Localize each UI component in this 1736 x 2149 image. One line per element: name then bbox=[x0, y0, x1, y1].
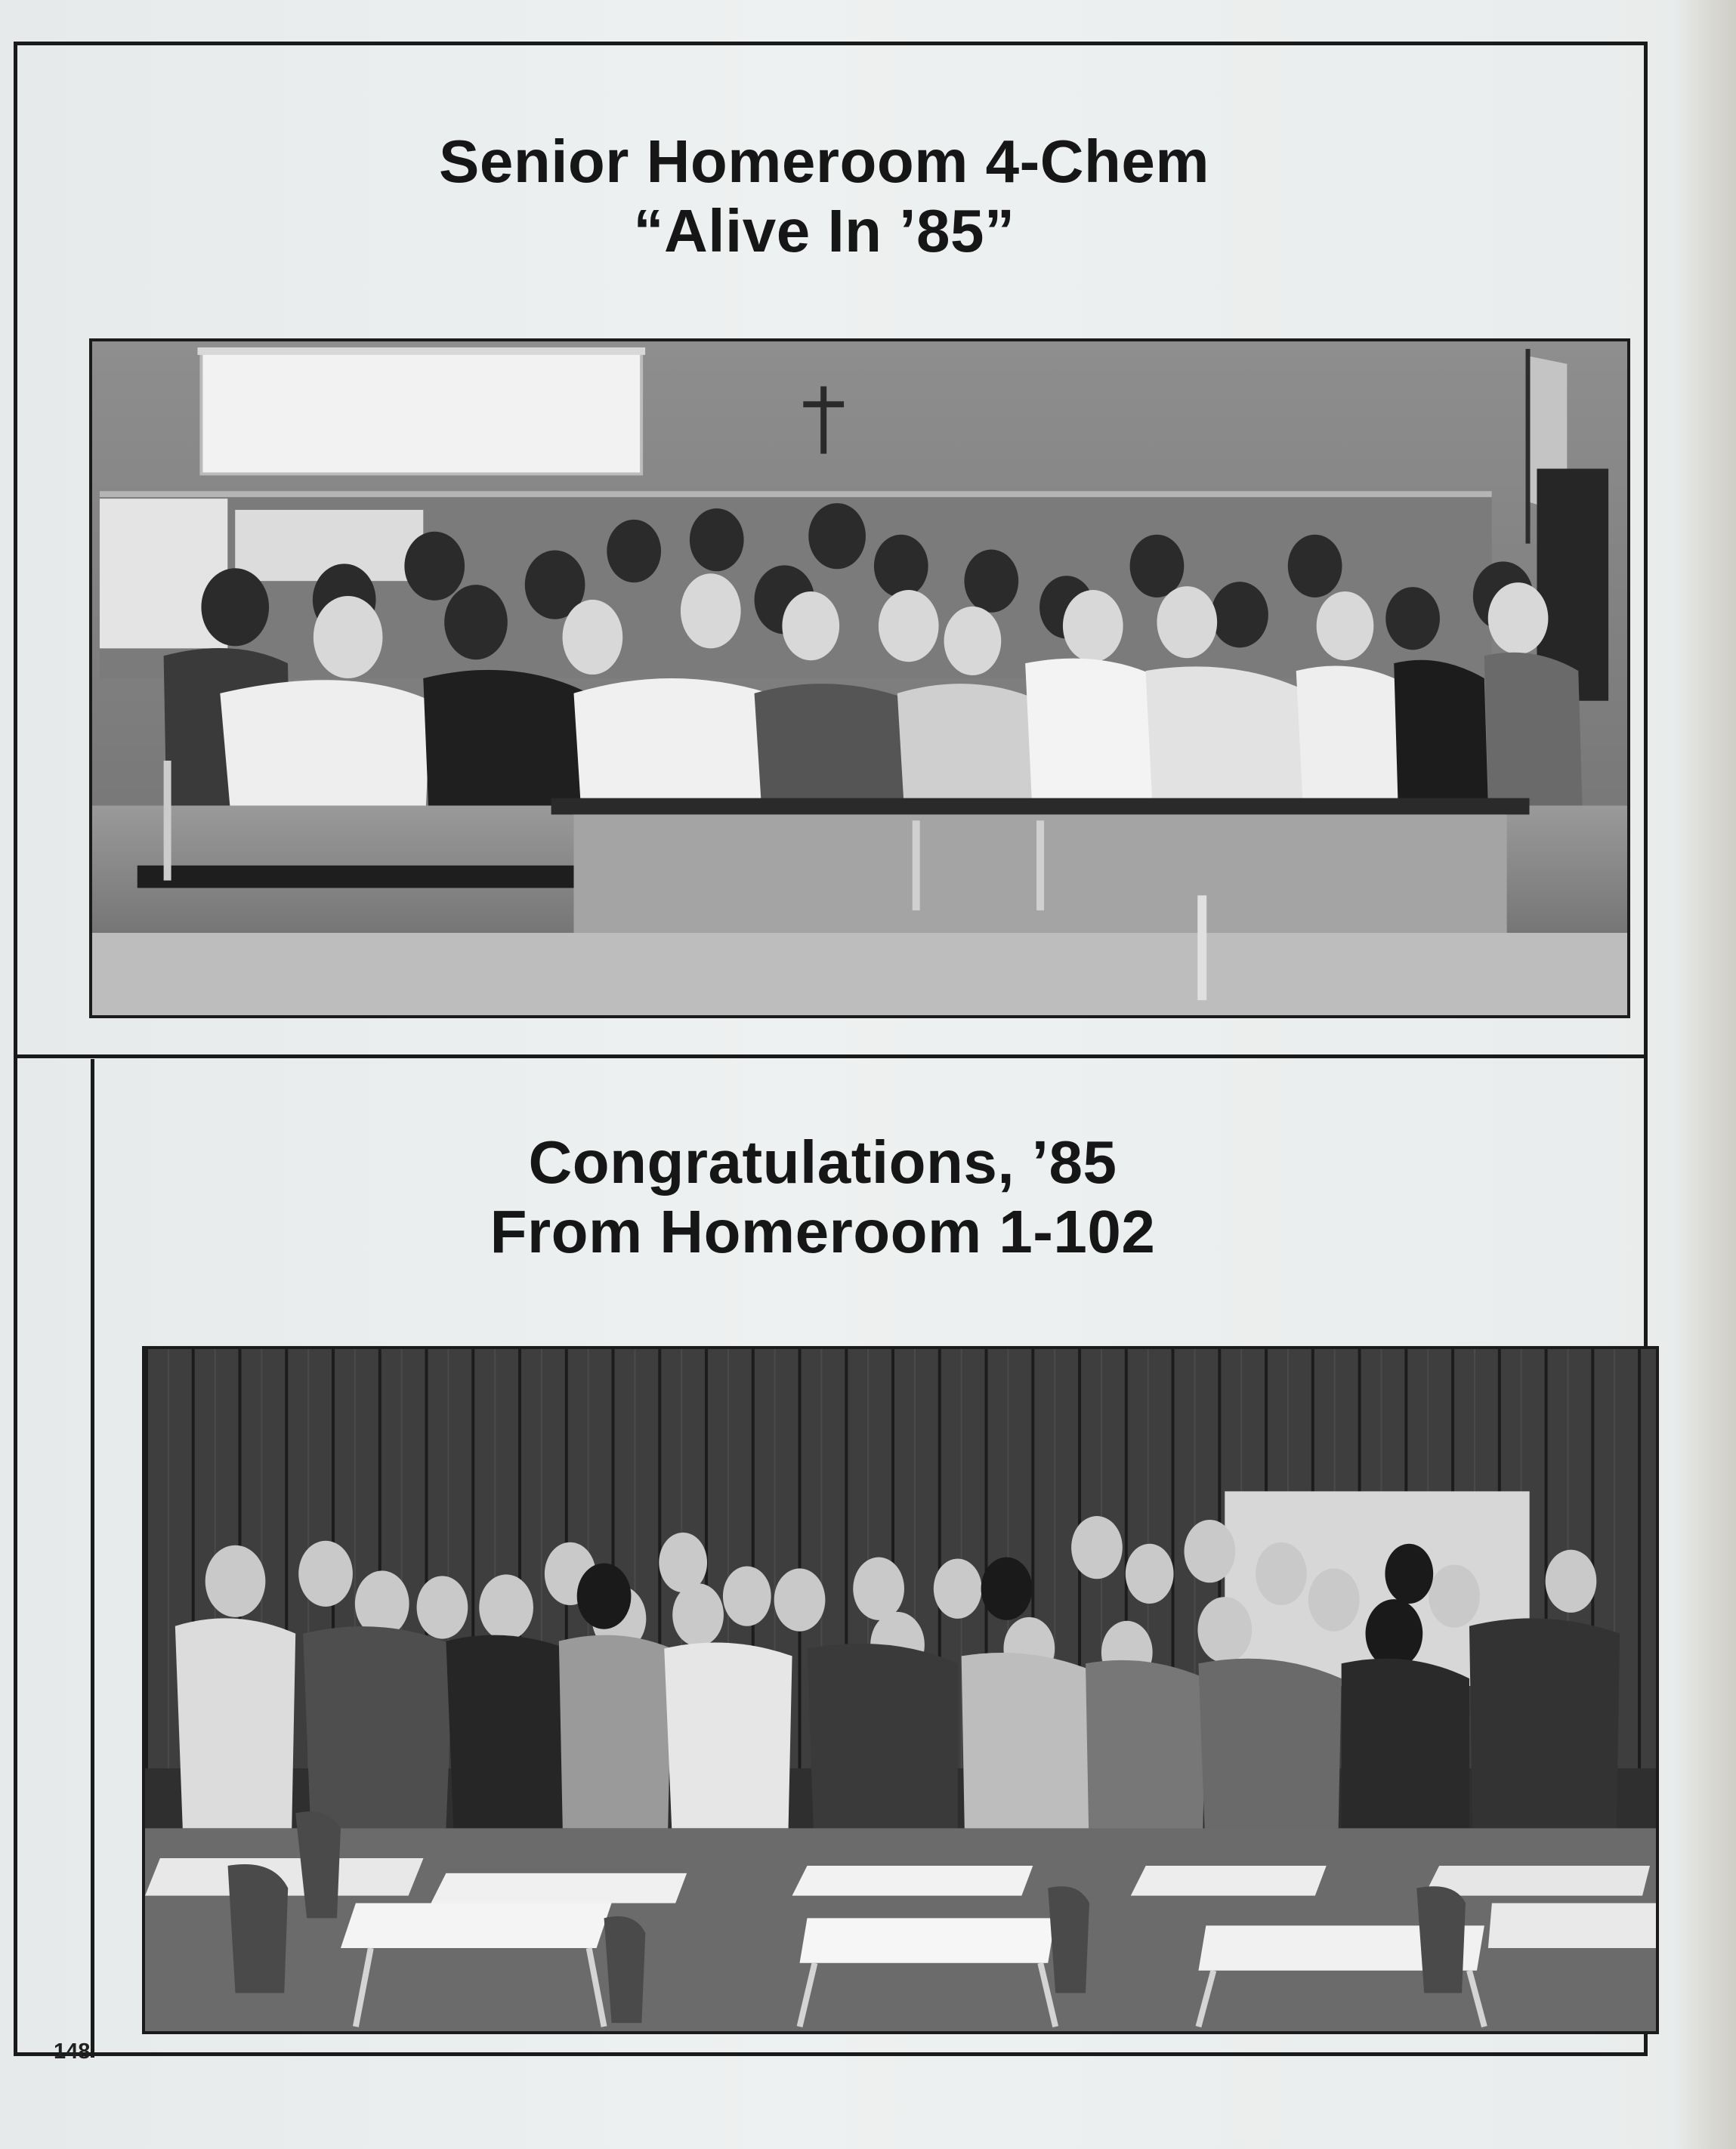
section-2-title: Congratulations, ’85 bbox=[528, 1129, 1117, 1196]
homeroom-1-102-group-photo bbox=[142, 1346, 1659, 2034]
homeroom-4-chem-group-photo bbox=[89, 338, 1630, 1018]
binding-shadow bbox=[1673, 0, 1736, 2149]
section-1-subtitle: “Alive In ’85” bbox=[633, 197, 1015, 264]
chem-lab-photo-image bbox=[92, 341, 1627, 1015]
classroom-photo-image bbox=[145, 1349, 1656, 2031]
section-1-heading bbox=[0, 127, 1692, 266]
section-2-heading bbox=[0, 1128, 1691, 1267]
section-1-title: Senior Homeroom 4-Chem bbox=[438, 128, 1210, 195]
page-number: 148 bbox=[54, 2039, 91, 2064]
section-2-subtitle: From Homeroom 1-102 bbox=[490, 1198, 1156, 1265]
section-divider bbox=[14, 1054, 1648, 1058]
